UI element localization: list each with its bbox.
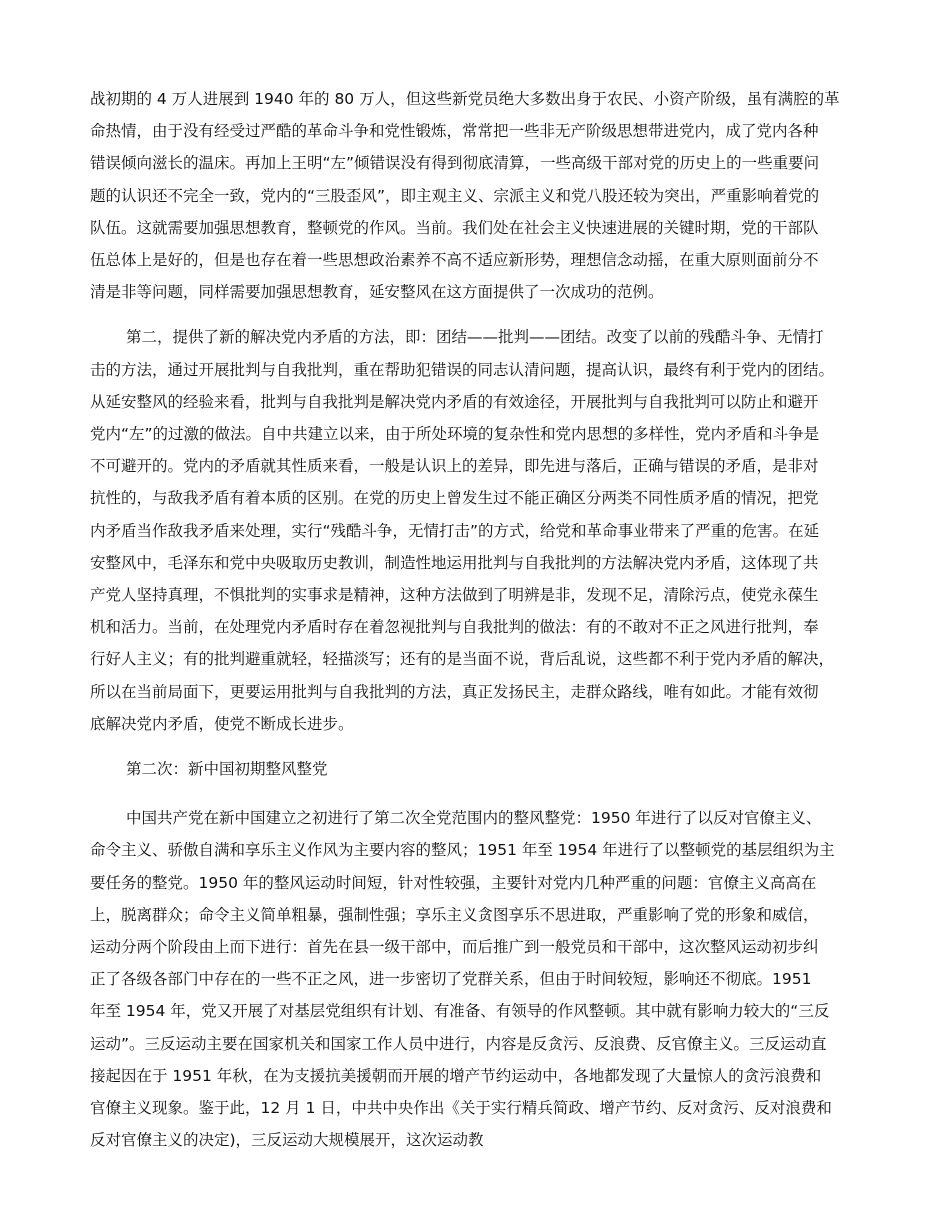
section-heading: 第二次：新中国初期整风整党 [126, 760, 328, 779]
text-line: 第二，提供了新的解决党内矛盾的方法，即：团结——批判——团结。改变了以前的残酷斗争、无情打 [126, 328, 824, 347]
text-line: 击的方法，通过开展批判与自我批判，重在帮助犯错误的同志认清问题，提高认识，最终有利于党内的团结。 [90, 360, 835, 379]
document-page [90, 83, 862, 1170]
text-line: 题的认识还不完全一致，党内的“三股歪风”，即主观主义、宗派主义和党八股还较为突出，严重影响着党的 [90, 186, 820, 205]
text-line: 中国共产党在新中国建立之初进行了第二次全党范围内的整风整党：1950 年进行了以反对官僚主义、 [126, 809, 822, 828]
text-line: 官僚主义现象。鉴于此，12 月 1 日，中共中央作出《关于实行精兵简政、增产节约、反对贪污、反对浪费和 [90, 1099, 832, 1118]
text-line: 党内“左”的过激的做法。自中共建立以来，由于所处环境的复杂性和党内思想的多样性，党内矛盾和斗争是 [90, 425, 820, 444]
text-line: 伍总体上是好的，但是也存在着一些思想政治素养不高不适应新形势，理想信念动摇，在重大原则面前分不 [90, 251, 819, 270]
text-line: 上，脱离群众；命令主义简单粗暴，强制性强；享乐主义贪图享乐不思进取，严重影响了党的形象和威信， [90, 905, 819, 924]
text-line: 命令主义、骄傲自满和享乐主义作风为主要内容的整风；1951 年至 1954 年进行了以整顿党的基层组织为主 [90, 841, 835, 860]
text-line: 内矛盾当作敌我矛盾来处理，实行“残酷斗争，无情打击”的方式，给党和革命事业带来了严重的危害。在延 [90, 521, 820, 540]
text-line: 反对官僚主义的决定)，三反运动大规模展开，这次运动教 [90, 1131, 484, 1150]
text-line: 行好人主义；有的批判避重就轻，轻描淡写；还有的是当面不说，背后乱说，这些都不利于党内矛盾的解决， [90, 650, 835, 669]
text-line: 战初期的 4 万人进展到 1940 年的 80 万人，但这些新党员绝大多数出身于农民、小资产阶级，虽有满腔的革 [90, 90, 840, 108]
text-line: 队伍。这就需要加强思想教育，整顿党的作风。当前。我们处在社会主义快速进展的关键时期，党的干部队 [90, 218, 819, 237]
text-line: 年至 1954 年，党又开展了对基层党组织有计划、有准备、有领导的作风整顿。其中就有影响力较大的“三反 [90, 1002, 830, 1021]
text-line: 清是非等问题，同样需要加强思想教育，延安整风在这方面提供了一次成功的范例。 [90, 283, 664, 302]
text-line: 运动”。三反运动主要在国家机关和国家工作人员中进行，内容是反贪污、反浪费、反官僚主义。三反运动直 [90, 1034, 827, 1053]
text-line: 安整风中，毛泽东和党中央吸取历史教训，制造性地运用批判与自我批判的方法解决党内矛盾，这体现了共 [90, 553, 819, 572]
text-line: 接起因在于 1951 年秋，在为支援抗美援朝而开展的增产节约运动中，各地都发现了大量惊人的贪污浪费和 [90, 1066, 822, 1085]
text-line: 所以在当前局面下，更要运用批判与自我批判的方法，真正发扬民主，走群众路线，唯有如此。才能有效彻 [90, 682, 819, 701]
paragraph-3 [90, 802, 862, 1156]
text-line: 要任务的整党。1950 年的整风运动时间短，针对性较强，主要针对党内几种严重的问题：官僚主义高高在 [90, 873, 817, 892]
text-line: 产党人坚持真理，不惧批判的实事求是精神，这种方法做到了明辨是非，发现不足，清除污点，使党永葆生 [90, 586, 819, 605]
text-line: 机和活力。当前，在处理党内矛盾时存在着忽视批判与自我批判的做法：有的不敢对不正之风进行批判，奉 [90, 618, 819, 637]
text-line: 从延安整风的经验来看，批判与自我批判是解决党内矛盾的有效途径，开展批判与自我批判可以防止和避开 [90, 392, 819, 411]
paragraph-2 [90, 321, 862, 740]
text-line: 命热情，由于没有经受过严酷的革命斗争和党性锻炼，常常把一些非无产阶级思想带进党内，成了党内各种 [90, 122, 819, 141]
paragraph-1 [90, 83, 862, 308]
text-line: 底解决党内矛盾，使党不断成长进步。 [90, 714, 354, 733]
text-line: 正了各级各部门中存在的一些不正之风，进一步密切了党群关系，但由于时间较短，影响还不彻底。1951 [90, 970, 812, 989]
text-line: 运动分两个阶段由上而下进行：首先在县一级干部中，而后推广到一般党员和干部中，这次整风运动初步纠 [90, 938, 819, 957]
text-line: 错误倾向滋长的温床。再加上王明“左”倾错误没有得到彻底清算，一些高级干部对党的历史上的一些重要问 [90, 154, 820, 173]
text-line: 不可避开的。党内的矛盾就其性质来看，一般是认识上的差异，即先进与落后，正确与错误的矛盾，是非对 [90, 457, 819, 476]
text-line: 抗性的，与敌我矛盾有着本质的区别。在党的历史上曾发生过不能正确区分两类不同性质矛盾的情况，把党 [90, 489, 819, 508]
